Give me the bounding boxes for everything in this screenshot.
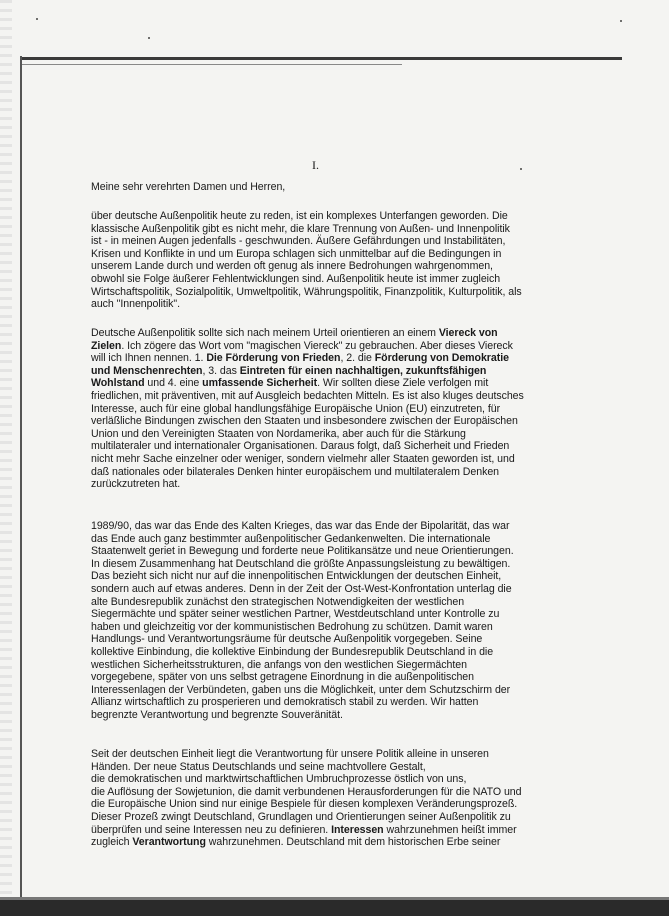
paragraph-2: [91, 327, 543, 491]
bold-phrase: Eintreten für einen nachhaltigen, zukunftsfähigen Wohlstand: [91, 364, 487, 390]
bold-phrase: Die Förderung von Frieden: [206, 352, 341, 365]
left-scan-edge: [20, 56, 22, 901]
paragraph-1: über deutsche Außenpolitik heute zu reden, ist ein komplexes Unterfangen geworden. Die klassische Außenpolitik gibt es nicht mehr, die klare Trennung von Außen- und Innenpolitik ist - in meinen Augen jedenfalls - geschwunden. Äußere Gefährdungen und Instabilitäten, Krisen und Konflikte in und um Europa schlagen sich unmittelbar auf die Bedingungen in unserem Lande durch und werden oft genug als innere Bedrohungen wahrgenommen, obwohl sie Folge äußerer Fehlentwicklungen sind. Außenpolitik heute ist immer zugleich Wirtschaftspolitik, Sozialpolitik, Umweltpolitik, Währungspolitik, Finanzpolitik, Kulturpolitik, als auch "Innenpolitik".: [91, 210, 522, 311]
paragraph-3: 1989/90, das war das Ende des Kalten Krieges, das war das Ende der Bipolarität, das war das Ende auch ganz bestimmter außenpolitischer Gedankenwelten. Die internationale Staatenwelt geriet in Bewegung und forderte neue Politikansätze und neue Orientierungen. In diesem Zusammenhang hat Deutschland die größte Anpassungsleistung zu bewältigen. Das bezieht sich nicht nur auf die innenpolitischen Entwicklungen der deutschen Einheit, sondern auch auf etwas anderes. Denn in der Zeit der Ost-West-Konfrontation unterlag die alte Bundesrepublik zunächst den strategischen Notwendigkeiten der westlichen Siegermächte und später seiner westlichen Partner, Westdeutschland unter Kontrolle zu haben und gleichzeitig vor der kommunistischen Bedrohung zu schützen. Damit waren Handlungs- und Verantwortungsräume für deutsche Außenpolitik vorgegeben. Seine kollektive Einbindung, die kollektive Einbindung der Bundesrepublik Deutschland in die westlichen Sicherheitsstrukturen, die anfangs von den westlichen Siegermächten vorgegebene, später von uns selbst getragene Einordnung in die außenpolitischen Interessenlagen der Verbündeten, gaben uns die Möglichkeit, unter dem Schutzschirm der Allianz wirtschaftlich zu prosperieren und demokratisch stabil zu werden. Wir hatten begrenzte Verantwortung und begrenzte Souveränität.: [91, 520, 514, 721]
bold-phrase: umfassende Sicherheit: [202, 377, 318, 390]
scan-speck: [520, 168, 522, 170]
text-run: . Ich zögere das Wort vom "magischen Viereck" zu gebrauchen. Aber dieses Viereck will ich Ihnen nennen. 1.: [91, 339, 513, 365]
bold-phrase: Förderung von Demokratie und Menschenrechten: [91, 352, 509, 377]
section-number: I.: [312, 158, 319, 172]
text-run: Deutsche Außenpolitik sollte sich nach meinem Urteil orientieren an einem: [91, 327, 439, 339]
scan-edge-noise: [0, 0, 12, 916]
bold-phrase: Viereck von Zielen: [91, 327, 498, 352]
text-run: und 4. eine: [144, 377, 203, 390]
scan-speck: [148, 37, 150, 39]
salutation: Meine sehr verehrten Damen und Herren,: [91, 181, 286, 193]
bold-phrase: Interessen: [331, 823, 384, 836]
text-run: wahrzunehmen. Deutschland mit dem historischen Erbe seiner: [205, 836, 501, 849]
paragraph-4: [91, 748, 543, 849]
top-scan-line-thin: [22, 64, 402, 65]
text-run: Seit der deutschen Einheit liegt die Verantwortung für unsere Politik alleine in unseren Händen. Der neue Status Deutschlands und seine machtvollere Gestalt, die demokratischen und marktwirtschaftlichen Umbruchprozesse östlich von uns, die Auflösung der Sowjetunion, die damit verbundenen Herausforderungen für die NATO und die Europäische Union sind nur einige Bespiele für diesen komplexen Veränderungsprozeß. Dieser Prozeß zwingt Deutschland, Grundlagen und Orientierungen seiner Außenpolitik zu überprüfen und seine Interessen neu zu definieren.: [91, 748, 522, 836]
bold-phrase: Verantwortung: [132, 836, 206, 849]
text-run: wahrzunehmen heißt immer zugleich: [91, 823, 517, 849]
bottom-scan-band: [0, 900, 669, 916]
scan-speck: [620, 20, 622, 22]
scan-speck: [36, 18, 38, 20]
top-scan-line: [22, 57, 622, 60]
text-run: . Wir sollten diese Ziele verfolgen mit friedlichen, mit präventiven, mit auf Ausgleich bedachten Mitteln. Es ist also kluges deutsches Interesse, auch für eine global handlungsfähige Europäische Union (EU) einzutreten, für verläßliche Bindungen zwischen den Staaten und insbesondere zwischen der Europäischen Union und den Vereinigten Staaten von Nordamerika, aber auch für die Stärkung multilateraler und internationaler Organisationen. Daraus folgt, daß Sicherheit und Frieden nicht mehr Sache einzelner oder weniger, sondern vielmehr aller Staaten geworden ist, und daß nationales oder bilaterales Denken hinter europäischem und multilateralem Denken zurückzutreten hat.: [91, 377, 524, 491]
text-run: , 2. die: [340, 352, 375, 365]
text-run: , 3. das: [202, 364, 240, 377]
